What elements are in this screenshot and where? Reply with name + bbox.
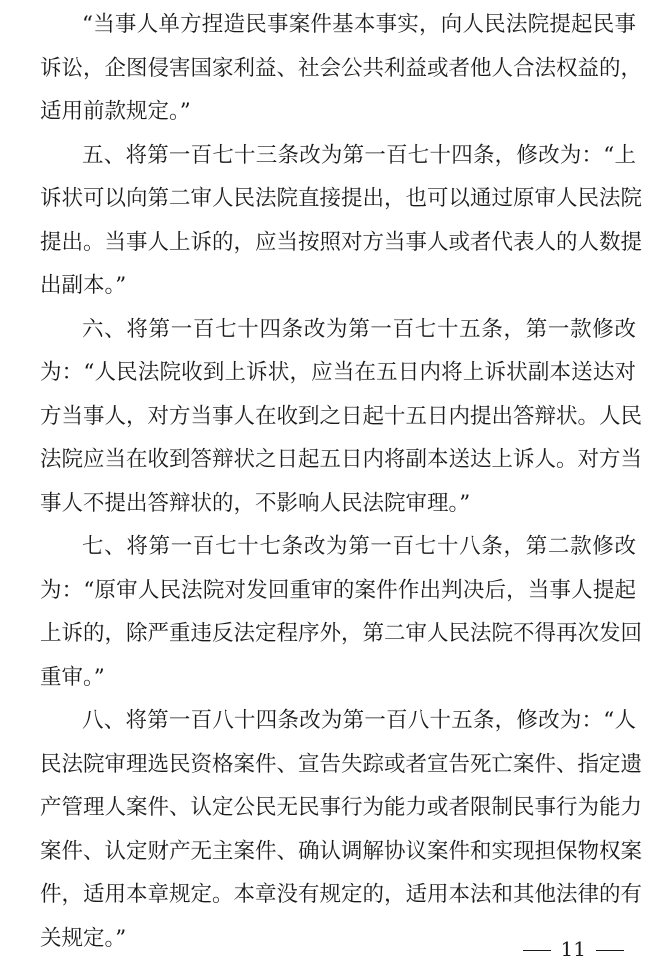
page-number (513, 935, 634, 963)
text-line-9: 为：“人民法院收到上诉状，应当在五日内将上诉状副本送达对 (40, 360, 636, 385)
text-line-22: 关规定。” (40, 926, 127, 951)
text-line-10: 方当事人，对方当事人在收到之日起十五日内提出答辩状。人民 (40, 404, 643, 429)
text-line-21: 件，适用本章规定。本章没有规定的，适用本法和其他法律的有 (40, 882, 643, 907)
text-line-7: 出副本。” (40, 273, 127, 298)
text-line-11: 法院应当在收到答辩状之日起五日内将副本送达上诉人。对方当 (40, 447, 643, 472)
text-line-1: “当事人单方捏造民事案件基本事实，向人民法院提起民事 (82, 12, 636, 37)
text-line-8: 六、将第一百七十四条改为第一百七十五条，第一款修改 (82, 317, 636, 342)
text-line-17: 八、将第一百八十四条改为第一百八十五条，修改为：“人 (82, 708, 636, 733)
text-line-13: 七、将第一百七十七条改为第一百七十八条，第二款修改 (82, 534, 636, 559)
text-line-20: 案件、认定财产无主案件、确认调解协议案件和实现担保物权案 (40, 839, 643, 864)
text-line-5: 诉状可以向第二审人民法院直接提出，也可以通过原审人民法院 (40, 186, 643, 211)
text-line-2: 诉讼，企图侵害国家利益、社会公共利益或者他人合法权益的， (40, 56, 643, 81)
text-line-16: 重审。” (40, 665, 105, 690)
text-line-4: 五、将第一百七十三条改为第一百七十四条，修改为：“上 (82, 143, 636, 168)
text-line-3: 适用前款规定。” (40, 99, 191, 124)
text-line-15: 上诉的，除严重违反法定程序外，第二审人民法院不得再次发回 (40, 621, 643, 646)
text-line-19: 产管理人案件、认定公民无民事行为能力或者限制民事行为能力 (40, 795, 643, 820)
text-line-12: 事人不提出答辩状的，不影响人民法院审理。” (40, 491, 471, 516)
page-number-right-dash (596, 950, 624, 951)
text-line-14: 为：“原审人民法院对发回重审的案件作出判决后，当事人提起 (40, 578, 636, 603)
page-number-left-dash (523, 950, 551, 951)
page-number-value: 11 (560, 937, 586, 961)
text-line-6: 提出。当事人上诉的，应当按照对方当事人或者代表人的人数提 (40, 230, 643, 255)
text-line-18: 民法院审理选民资格案件、宣告失踪或者宣告死亡案件、指定遗 (40, 752, 643, 777)
